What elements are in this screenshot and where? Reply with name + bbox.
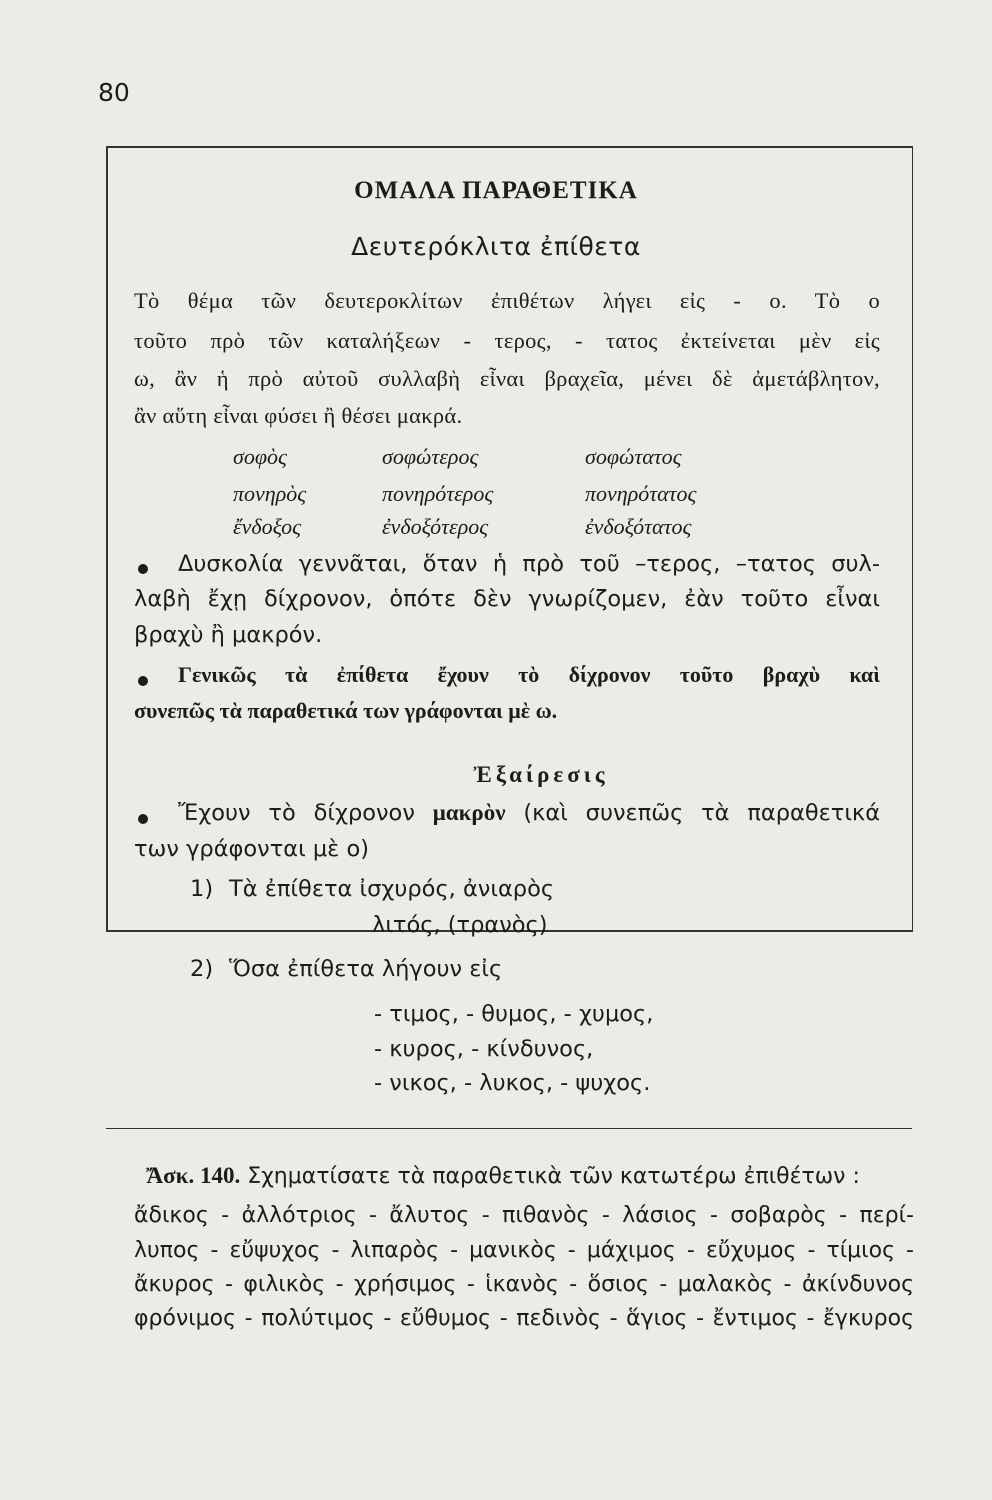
note-line: Γενικῶς τὰ ἐπίθετα ἔχουν τὸ δίχρονον τοῦτο βραχὺ καὶ	[178, 662, 880, 687]
example-superlative: σοφώτατος	[585, 444, 682, 469]
exception-line	[178, 800, 880, 826]
ending-line: - τιμος, - θυμος, - χυμος,	[374, 1001, 654, 1027]
section-subtitle: Δευτερόκλιτα ἐπίθετα	[351, 232, 641, 261]
intro-line: ἂν αὕτη εἶναι φύσει ἢ θέσει μακρά.	[134, 403, 463, 428]
exception-item-label: 1)	[190, 876, 214, 902]
exception-text: Ἔχουν τὸ δίχρονον	[178, 800, 415, 826]
intro-line: Τὸ θέμα τῶν δευτεροκλίτων ἐπιθέτων λήγει εἰς - ο. Τὸ ο	[134, 288, 880, 313]
exception-emphasis: μακρὸν	[432, 800, 506, 825]
example-positive: σοφὸς	[233, 444, 287, 469]
exceptions-heading: Ἐξαίρεσις	[473, 762, 609, 787]
bullet-icon	[138, 814, 148, 824]
example-comparative: πονηρότερος	[382, 481, 494, 506]
exception-text: (καὶ συνεπῶς τὰ παραθετικά	[523, 800, 881, 826]
bullet-icon	[138, 564, 148, 574]
note-line: Δυσκολία γεννᾶται, ὅταν ἡ πρὸ τοῦ –τερος, –τατος συλ-	[178, 551, 880, 577]
example-positive: πονηρὸς	[233, 481, 307, 506]
exercise-heading	[146, 1163, 860, 1189]
example-comparative: ἐνδοξότερος	[382, 514, 489, 539]
ending-line: - κυρος, - κίνδυνος,	[374, 1036, 594, 1062]
example-comparative: σοφώτερος	[382, 444, 479, 469]
exercise-line: λυπος - εὔψυχος - λιπαρὸς - μανικὸς - μάχιμος - εὔχυμος - τίμιος -	[134, 1238, 914, 1263]
exception-item-label: 2)	[190, 956, 214, 982]
note-line: βραχὺ ἢ μακρόν.	[134, 622, 323, 648]
exercise-label: Ἄσκ. 140.	[146, 1163, 241, 1188]
intro-line: τοῦτο πρὸ τῶν καταλήξεων - τερος, - τατος ἐκτείνεται μὲν εἰς	[134, 328, 880, 353]
example-superlative: ἐνδοξότατος	[585, 514, 692, 539]
page-number: 80	[98, 78, 130, 107]
exception-item-text: λιτός, (τρανὸς)	[372, 912, 548, 938]
exercise-line: ἄδικος - ἀλλότριος - ἄλυτος - πιθανὸς - λάσιος - σοβαρὸς - περί-	[134, 1203, 914, 1228]
exception-item-text: Τὰ ἐπίθετα ἰσχυρός, ἀνιαρὸς	[229, 876, 555, 902]
ending-line: - νικος, - λυκος, - ψυχος.	[374, 1070, 651, 1096]
note-line: συνεπῶς τὰ παραθετικά των γράφονται μὲ ω.	[134, 698, 558, 723]
example-positive: ἔνδοξος	[233, 514, 302, 539]
exception-item-text: Ὅσα ἐπίθετα λήγουν εἰς	[229, 956, 503, 982]
intro-line: ω, ἂν ἡ πρὸ αὐτοῦ συλλαβὴ εἶναι βραχεῖα, μένει δὲ ἀμετάβλητον,	[134, 366, 880, 391]
exercise-line: φρόνιμος - πολύτιμος - εὔθυμος - πεδινὸς - ἅγιος - ἔντιμος - ἔγκυρος	[134, 1306, 914, 1331]
exception-line: των γράφονται μὲ ο)	[134, 836, 370, 862]
section-title: ΟΜΑΛΑ ΠΑΡΑΘΕΤΙΚΑ	[354, 177, 638, 204]
exercise-instruction: Σχηματίσατε τὰ παραθετικὰ τῶν κατωτέρω ἐπιθέτων :	[247, 1164, 860, 1189]
bullet-icon	[138, 676, 148, 686]
example-superlative: πονηρότατος	[585, 481, 697, 506]
exercise-line: ἄκυρος - φιλικὸς - χρήσιμος - ἱκανὸς - ὅσιος - μαλακὸς - ἀκίνδυνος	[134, 1272, 914, 1297]
note-line: λαβὴ ἔχῃ δίχρονον, ὁπότε δὲν γνωρίζομεν, ἐὰν τοῦτο εἶναι	[134, 586, 880, 612]
divider	[106, 1128, 912, 1129]
